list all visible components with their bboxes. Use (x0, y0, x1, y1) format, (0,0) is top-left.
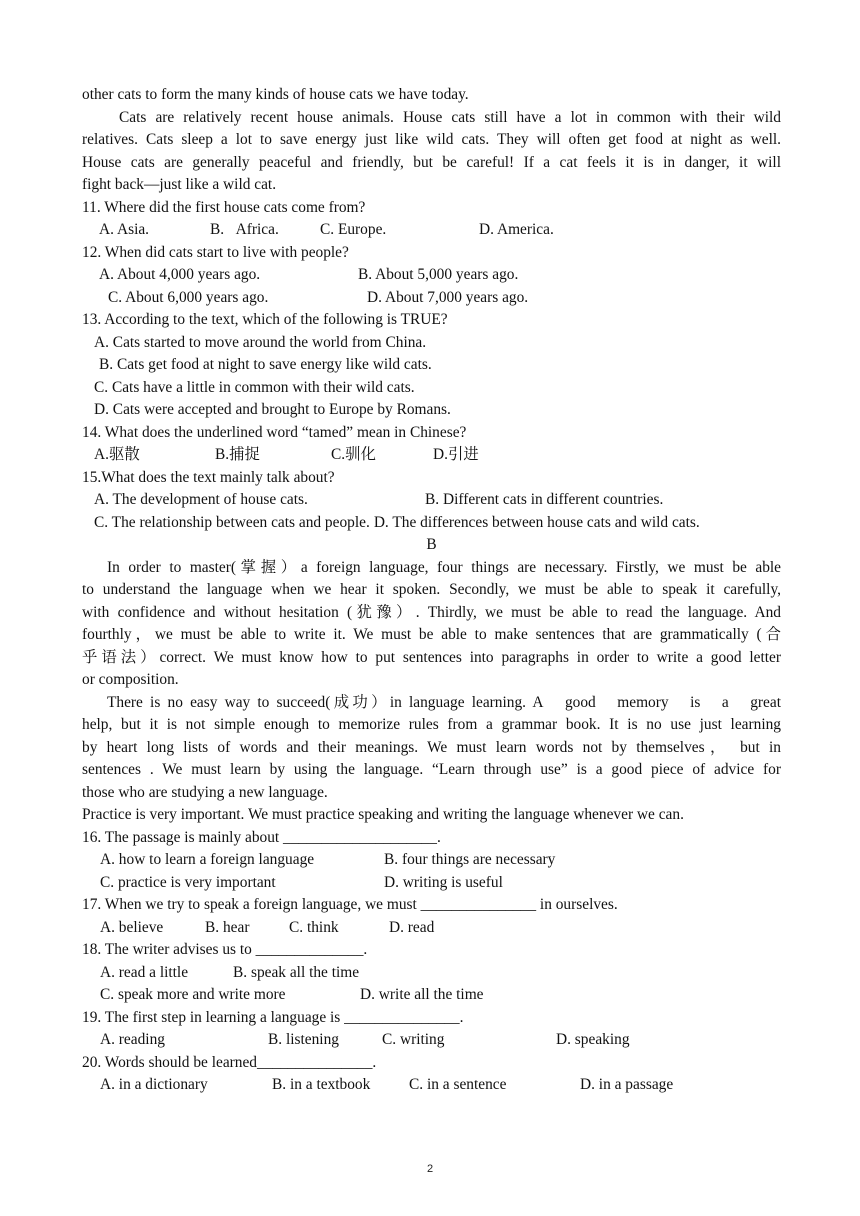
option-a[interactable]: A. in a dictionary (100, 1076, 208, 1093)
option-c[interactable]: C.驯化 (331, 446, 376, 463)
question-16-options (82, 849, 781, 872)
option-d[interactable]: D. write all the time (360, 986, 484, 1003)
question-16-options (82, 872, 781, 895)
question-14-stem: 14. What does the underlined word “tamed” mean in Chinese? (82, 423, 467, 441)
option-c[interactable]: C. speak more and write more (100, 986, 286, 1003)
option-a[interactable]: A.驱散 (94, 446, 140, 463)
option-d[interactable]: D. in a passage (580, 1076, 674, 1093)
option-a[interactable]: A. Cats started to move around the world from China. (94, 333, 427, 351)
question-19-stem: 19. The first step in learning a language is _______________. (82, 1008, 464, 1026)
passage-a-line: Cats are relatively recent house animals. House cats still have a lot in common with their wild (119, 108, 781, 126)
option-a[interactable]: A. how to learn a foreign language (100, 851, 315, 868)
option-c[interactable]: C. writing (382, 1031, 445, 1048)
question-12-options (82, 264, 781, 287)
option-a[interactable]: A. read a little (100, 963, 189, 981)
question-18-options (82, 984, 781, 1007)
option-b[interactable]: B. four things are necessary (384, 851, 556, 868)
passage-b-line: 乎语法）correct. We must know how to put sentences into paragraphs in order to write a good letter (82, 648, 781, 666)
document-page (82, 84, 781, 1097)
option-a[interactable]: A. believe (100, 918, 164, 936)
question-11-options (82, 219, 781, 242)
option-b[interactable]: B. listening (268, 1031, 339, 1048)
passage-b-line: by heart long lists of words and their meanings. We must learn words not by themselves， but in (82, 738, 781, 756)
question-14-options (82, 444, 781, 467)
option-c[interactable]: C. in a sentence (409, 1076, 507, 1093)
question-20-options (82, 1074, 781, 1097)
question-17-stem: 17. When we try to speak a foreign language, we must _______________ in ourselves. (82, 896, 618, 913)
question-18-options (82, 962, 781, 985)
passage-b-line: In order to master(掌握）a foreign language, four things are necessary. Firstly, we must be able (107, 558, 781, 576)
option-d[interactable]: D. writing is useful (384, 873, 503, 891)
option-b[interactable]: B. speak all the time (233, 963, 360, 981)
option-b[interactable]: B. Different cats in different countries. (425, 491, 664, 508)
option-d[interactable]: D. read (389, 918, 435, 936)
question-12-stem: 12. When did cats start to live with people? (82, 243, 349, 261)
passage-b-line: There is no easy way to succeed(成功）in language learning. A good memory is a great (107, 693, 781, 711)
passage-a-line: other cats to form the many kinds of house cats we have today. (82, 86, 469, 103)
option-b[interactable]: B. About 5,000 years ago. (358, 266, 519, 283)
option-c[interactable]: C. Europe. (320, 221, 387, 238)
page-number: 2 (426, 1163, 434, 1175)
option-a[interactable]: A. Asia. (99, 221, 150, 238)
option-a[interactable]: A. About 4,000 years ago. (99, 266, 261, 283)
option-d[interactable]: D. America. (479, 221, 554, 238)
option-b[interactable]: B. hear (205, 918, 250, 936)
option-a[interactable]: A. reading (100, 1031, 165, 1048)
option-b[interactable]: B. in a textbook (272, 1076, 371, 1093)
option-c[interactable]: C. The relationship between cats and people. (94, 513, 370, 531)
question-16-stem: 16. The passage is mainly about ____________________. (82, 828, 441, 846)
question-15-stem: 15.What does the text mainly talk about? (82, 468, 335, 486)
option-d[interactable]: D. Cats were accepted and brought to Europe by Romans. (94, 401, 451, 418)
option-d[interactable]: D.引进 (433, 446, 479, 463)
passage-a-line: House cats are generally peaceful and friendly, but be careful! If a cat feels it is in danger, it will (82, 153, 781, 171)
question-13-stem: 13. According to the text, which of the following is TRUE? (82, 311, 448, 328)
question-11-stem: 11. Where did the first house cats come from? (82, 198, 366, 216)
section-b-label: B (426, 536, 437, 553)
question-17-options (82, 917, 781, 940)
option-c[interactable]: C. think (289, 918, 339, 936)
passage-b-line: help, but it is not simple enough to memorize rules from a grammar book. It is no use just learning (82, 716, 781, 733)
option-b[interactable]: B. Africa. (210, 221, 279, 238)
passage-b-line: fourthly，we must be able to write it. We must be able to make sentences that are grammatically (合 (82, 626, 781, 643)
question-20-stem: 20. Words should be learned_______________. (82, 1053, 377, 1071)
question-15-options (82, 512, 781, 535)
option-a[interactable]: A. The development of house cats. (94, 491, 308, 508)
option-c[interactable]: C. Cats have a little in common with their wild cats. (94, 378, 415, 396)
option-c[interactable]: C. About 6,000 years ago. (108, 288, 269, 306)
option-b[interactable]: B. Cats get food at night to save energy like wild cats. (99, 356, 432, 373)
option-d[interactable]: D. About 7,000 years ago. (367, 288, 529, 306)
passage-a-line: relatives. Cats sleep a lot to save energy just like wild cats. They will often get food at night as well. (82, 131, 781, 148)
option-d[interactable]: D. The differences between house cats and wild cats. (373, 513, 700, 531)
passage-b-line: Practice is very important. We must practice speaking and writing the language whenever we can. (82, 806, 684, 823)
question-18-stem: 18. The writer advises us to ______________. (82, 941, 368, 958)
question-12-options (82, 287, 781, 310)
option-d[interactable]: D. speaking (556, 1031, 630, 1048)
passage-b-line: or composition. (82, 671, 179, 688)
passage-b-line: to understand the language when we hear it spoken. Secondly, we must be able to speak it carefully, (82, 581, 781, 598)
passage-b-line: sentences . We must learn by using the language. “Learn through use” is a good piece of advice for (82, 761, 781, 778)
passage-a-line: fight back―just like a wild cat. (82, 176, 277, 193)
question-19-options (82, 1029, 781, 1052)
passage-b-line: those who are studying a new language. (82, 783, 328, 801)
option-b[interactable]: B.捕捉 (215, 446, 260, 463)
passage-b-line: with confidence and without hesitation (犹豫）. Thirdly, we must be able to read the language. And (82, 603, 781, 621)
question-15-options (82, 489, 781, 512)
option-c[interactable]: C. practice is very important (100, 873, 276, 891)
